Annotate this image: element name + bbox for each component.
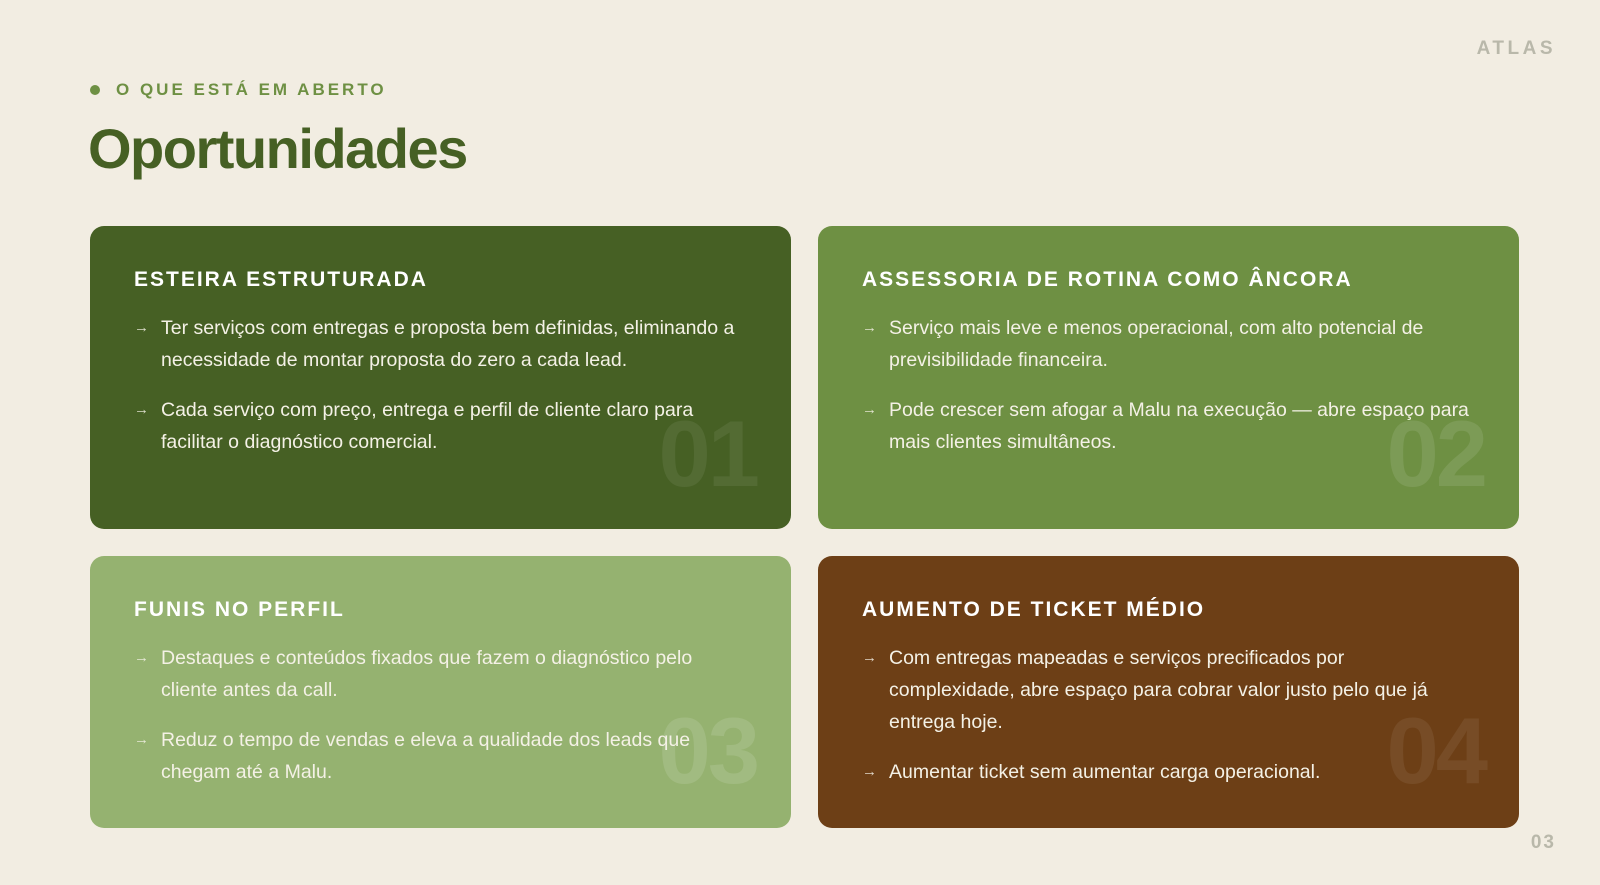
card-number: 03 — [658, 698, 757, 803]
list-item — [862, 394, 1475, 458]
bullet-text: Destaques e conteúdos fixados que fazem o diagnóstico pelo cliente antes da call. — [161, 647, 693, 701]
card-number: 04 — [1386, 698, 1485, 803]
list-item — [134, 312, 747, 376]
bullet-text: Cada serviço com preço, entrega e perfil de cliente claro para facilitar o diagnóstico comercial. — [161, 399, 694, 453]
arrow-right-icon: → — [134, 401, 149, 418]
card-bullets — [134, 642, 747, 788]
card-number: 02 — [1386, 401, 1485, 506]
list-item — [862, 642, 1475, 738]
list-item — [862, 756, 1475, 788]
arrow-right-icon: → — [862, 649, 877, 666]
opportunity-card-2 — [818, 226, 1519, 529]
arrow-right-icon: → — [862, 763, 877, 780]
page-number: 03 — [1530, 832, 1556, 853]
bullet-dot-icon — [90, 85, 100, 95]
bullet-text: Reduz o tempo de vendas e eleva a qualidade dos leads que chegam até a Malu. — [161, 729, 691, 783]
brand-logo: ATLAS — [1476, 38, 1556, 59]
bullet-text: Serviço mais leve e menos operacional, com alto potencial de previsibilidade financeira. — [889, 317, 1424, 371]
section-eyebrow — [90, 80, 387, 100]
card-bullets — [134, 312, 747, 458]
eyebrow-label: O QUE ESTÁ EM ABERTO — [116, 80, 387, 99]
arrow-right-icon: → — [862, 401, 877, 418]
bullet-text: Pode crescer sem afogar a Malu na execução — abre espaço para mais clientes simultâneos. — [889, 399, 1469, 453]
bullet-text: Com entregas mapeadas e serviços precificados por complexidade, abre espaço para cobrar valor justo pelo que já entrega hoje. — [889, 647, 1428, 733]
card-title: ESTEIRA ESTRUTURADA — [134, 268, 428, 291]
arrow-right-icon: → — [862, 319, 877, 336]
list-item — [134, 724, 747, 788]
page-title: Oportunidades — [88, 117, 467, 180]
list-item — [134, 394, 747, 458]
card-title: AUMENTO DE TICKET MÉDIO — [862, 598, 1206, 621]
card-bullets — [862, 312, 1475, 458]
opportunity-card-1 — [90, 226, 791, 529]
list-item — [134, 642, 747, 706]
card-number: 01 — [658, 401, 757, 506]
card-title: ASSESSORIA DE ROTINA COMO ÂNCORA — [862, 268, 1353, 291]
arrow-right-icon: → — [134, 649, 149, 666]
card-bullets — [862, 642, 1475, 788]
card-title: FUNIS NO PERFIL — [134, 598, 345, 621]
arrow-right-icon: → — [134, 731, 149, 748]
list-item — [862, 312, 1475, 376]
bullet-text: Ter serviços com entregas e proposta bem definidas, eliminando a necessidade de montar proposta do zero a cada lead. — [161, 317, 735, 371]
arrow-right-icon: → — [134, 319, 149, 336]
bullet-text: Aumentar ticket sem aumentar carga operacional. — [889, 761, 1321, 783]
opportunity-card-3 — [90, 556, 791, 828]
opportunity-card-4 — [818, 556, 1519, 828]
